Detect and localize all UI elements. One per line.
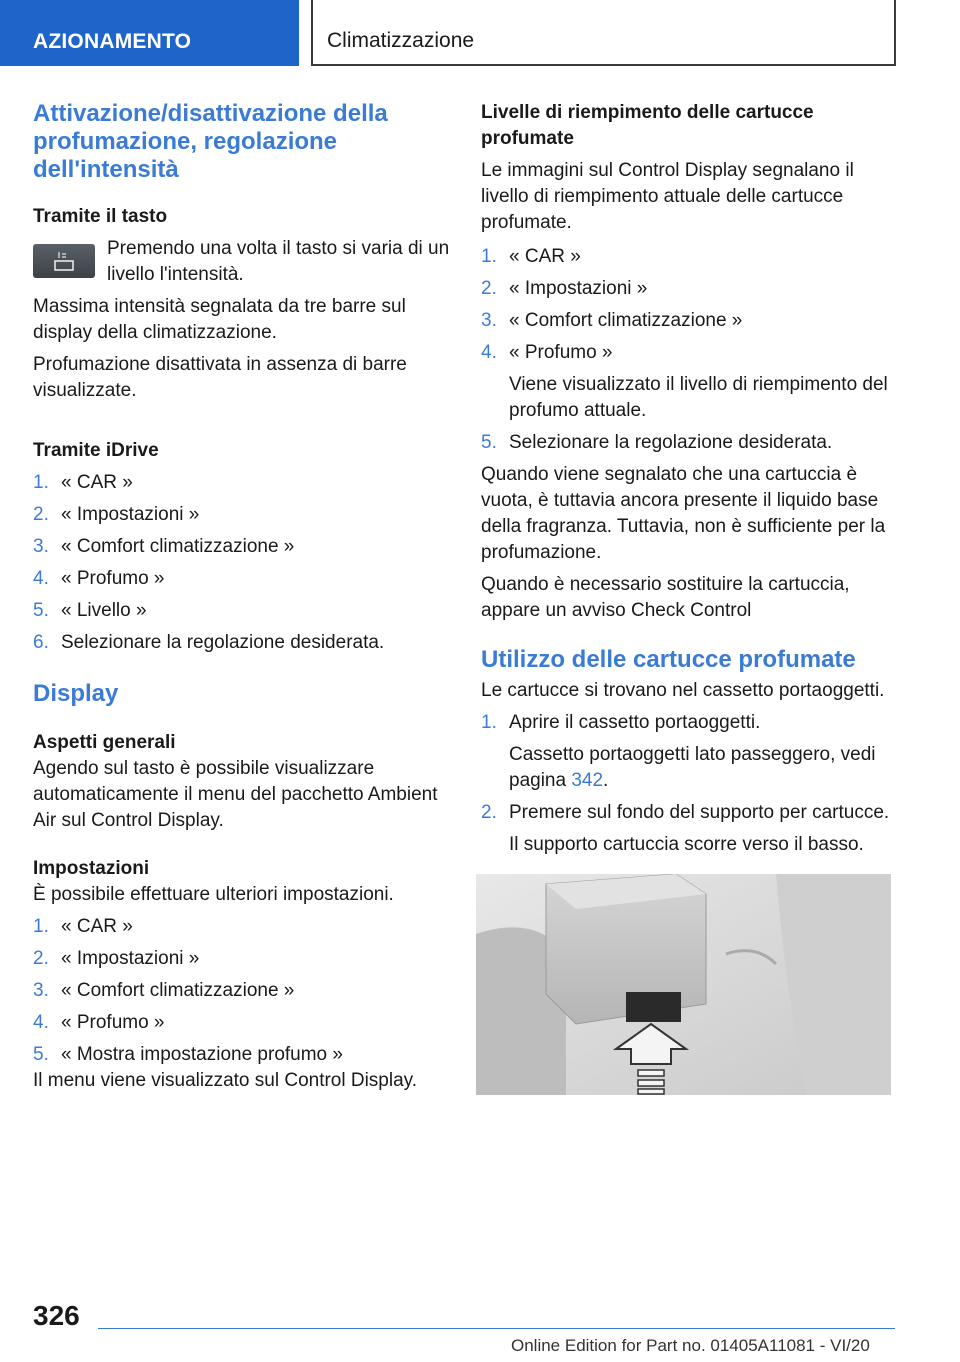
paragraph-closing: Il menu viene visualizzato sul Control Display. [33, 1070, 418, 1091]
list-item: 6. Selezionare la regolazione desiderata. [33, 632, 385, 653]
idrive-steps [33, 470, 451, 656]
paragraph-max-intensity: Massima intensità segnalata da tre barre sul display della climatizzazione. [33, 296, 406, 343]
list-item: 5. « Livello » [33, 600, 147, 621]
list-item: 3. « Comfort climatizzazione » [33, 980, 295, 1001]
list-item: 3. « Comfort climatizzazione » [33, 536, 295, 557]
right-column [481, 100, 896, 1095]
paragraph-settings: È possibile effettuare ulteriori impostazioni. [33, 884, 394, 905]
paragraph-off: Profumazione disattivata in assenza di barre visualizzate. [33, 354, 407, 401]
section-heading-activation: Attivazione/disattivazione della profumazione, regolazione dell'intensità [33, 100, 388, 183]
list-item: 4. « Profumo » [33, 1012, 165, 1033]
page-reference-link[interactable]: 342 [571, 770, 604, 791]
list-item: 5. Selezionare la regolazione desiderata. [481, 432, 833, 453]
section-tab [0, 0, 299, 66]
paragraph-general: Agendo sul tasto è possibile visualizzare automaticamente il menu del pacchetto Ambient Air sul Control Display. [33, 758, 438, 831]
fill-steps [481, 244, 896, 456]
list-item: 2. Premere sul fondo del supporto per cartucce. Il supporto cartuccia scorre verso il basso. [481, 802, 890, 855]
list-item: 1. « CAR » [33, 916, 133, 937]
cartridge-holder-photo [476, 874, 891, 1095]
section-heading-display: Display [33, 680, 119, 707]
subheading-fill-level: Livelle di riempimento delle cartucce profumate [481, 102, 814, 149]
list-item: 2. « Impostazioni » [481, 278, 648, 299]
list-item: 1. « CAR » [33, 472, 133, 493]
key-description [33, 236, 451, 288]
chapter-title: Climatizzazione [327, 29, 475, 52]
list-item: 4. « Profumo » [33, 568, 165, 589]
paragraph-fill-intro: Le immagini sul Control Display segnalano il livello di riempimento attuale delle cartucce profumate. [481, 160, 854, 233]
usage-steps [481, 710, 896, 858]
key-text: Premendo una volta il tasto si varia di un livello l'intensità. [107, 238, 450, 285]
paragraph-empty-cartridge: Quando viene segnalato che una cartuccia è vuota, è tuttavia ancora presente il liquido base della fragranza. Tuttavia, non è sufficiente per la profumazione. [481, 464, 886, 563]
list-item: 5. « Mostra impostazione profumo » [33, 1044, 343, 1065]
paragraph-usage-intro: Le cartucce si trovano nel cassetto portaoggetti. [481, 680, 885, 701]
chapter-tab [311, 0, 896, 66]
page-number: 326 [33, 1300, 80, 1331]
section-title: AZIONAMENTO [33, 30, 192, 53]
subheading-via-idrive: Tramite iDrive [33, 440, 159, 461]
paragraph-replace: Quando è necessario sostituire la cartuccia, appare un avviso Check Control [481, 574, 850, 621]
section-heading-usage: Utilizzo delle cartucce profumate [481, 646, 856, 673]
subheading-via-button: Tramite il tasto [33, 206, 168, 227]
subheading-general: Aspetti generali [33, 732, 176, 753]
list-item: 3. « Comfort climatizzazione » [481, 310, 743, 331]
edition-note: Online Edition for Part no. 01405A11081 - VI/20 [511, 1336, 870, 1355]
list-item: 1. Aprire il cassetto portaoggetti. Cassetto portaoggetti lato passeggero, vedi pagina 342. [481, 712, 876, 791]
list-item: 4. « Profumo » Viene visualizzato il livello di riempimento del profumo attuale. [481, 342, 888, 421]
subheading-settings: Impostazioni [33, 858, 150, 879]
list-item: 1. « CAR » [481, 246, 581, 267]
fragrance-button-icon [33, 244, 95, 278]
display-steps [33, 914, 451, 1068]
list-item: 2. « Impostazioni » [33, 504, 200, 525]
footer-divider [98, 1328, 895, 1329]
list-item: 2. « Impostazioni » [33, 948, 200, 969]
left-column [33, 100, 451, 1094]
